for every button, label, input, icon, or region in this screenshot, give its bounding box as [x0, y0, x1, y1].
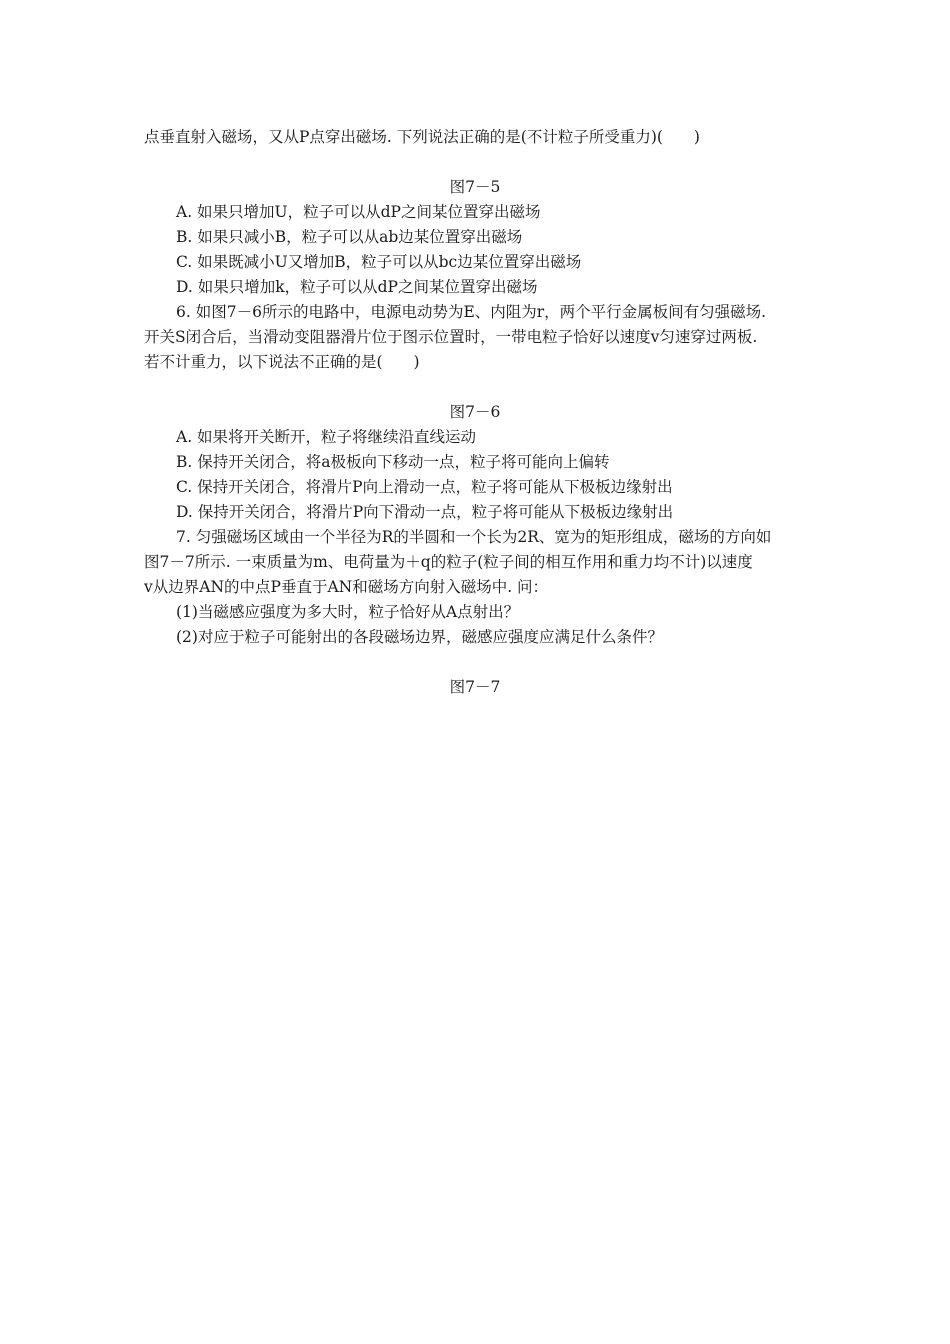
- q5-option-a: A. 如果只增加U，粒子可以从dP之间某位置穿出磁场: [176, 203, 541, 221]
- q6-option-c: C. 保持开关闭合，将滑片P向上滑动一点，粒子将可能从下极板边缘射出: [176, 478, 673, 496]
- q5-option-d: D. 如果只增加k，粒子可以从dP之间某位置穿出磁场: [176, 278, 538, 296]
- q5-option-c: C. 如果既减小U又增加B，粒子可以从bc边某位置穿出磁场: [176, 253, 582, 271]
- q7-sub-question-1: (1)当磁感应强度为多大时，粒子恰好从A点射出？: [176, 603, 520, 621]
- q6-option-b: B. 保持开关闭合，将a极板向下移动一点，粒子将可能向上偏转: [176, 453, 610, 471]
- q7-stem-line-3: v从边界AN的中点P垂直于AN和磁场方向射入磁场中. 问：: [144, 578, 549, 596]
- q7-stem-line-2: 图7－7所示. 一束质量为m、电荷量为＋q的粒子(粒子间的相互作用和重力均不计)以速度: [144, 553, 753, 571]
- figure-caption-7-7: 图7－7: [449, 678, 501, 696]
- q6-stem-line-1: 6. 如图7－6所示的电路中，电源电动势为E、内阻为r，两个平行金属板间有匀强磁场.: [176, 303, 767, 321]
- q5-option-b: B. 如果只减小B，粒子可以从ab边某位置穿出磁场: [176, 228, 523, 246]
- q6-option-a: A. 如果将开关断开，粒子将继续沿直线运动: [176, 428, 477, 446]
- q6-stem-line-2: 开关S闭合后，当滑动变阻器滑片位于图示位置时，一带电粒子恰好以速度v匀速穿过两板.: [144, 328, 758, 346]
- q7-sub-question-2: (2)对应于粒子可能射出的各段磁场边界，磁感应强度应满足什么条件？: [176, 628, 663, 646]
- q7-stem-line-1: 7. 匀强磁场区域由一个半径为R的半圆和一个长为2R、宽为的矩形组成，磁场的方向如: [176, 528, 772, 546]
- figure-caption-7-6: 图7－6: [449, 403, 501, 421]
- figure-caption-7-5: 图7－5: [449, 178, 501, 196]
- q6-option-d: D. 保持开关闭合，将滑片P向下滑动一点，粒子将可能从下极板边缘射出: [176, 503, 674, 521]
- q5-stem-continuation: 点垂直射入磁场，又从P点穿出磁场. 下列说法正确的是(不计粒子所受重力)( ): [144, 128, 700, 146]
- q6-stem-line-3: 若不计重力，以下说法不正确的是( ): [144, 353, 420, 371]
